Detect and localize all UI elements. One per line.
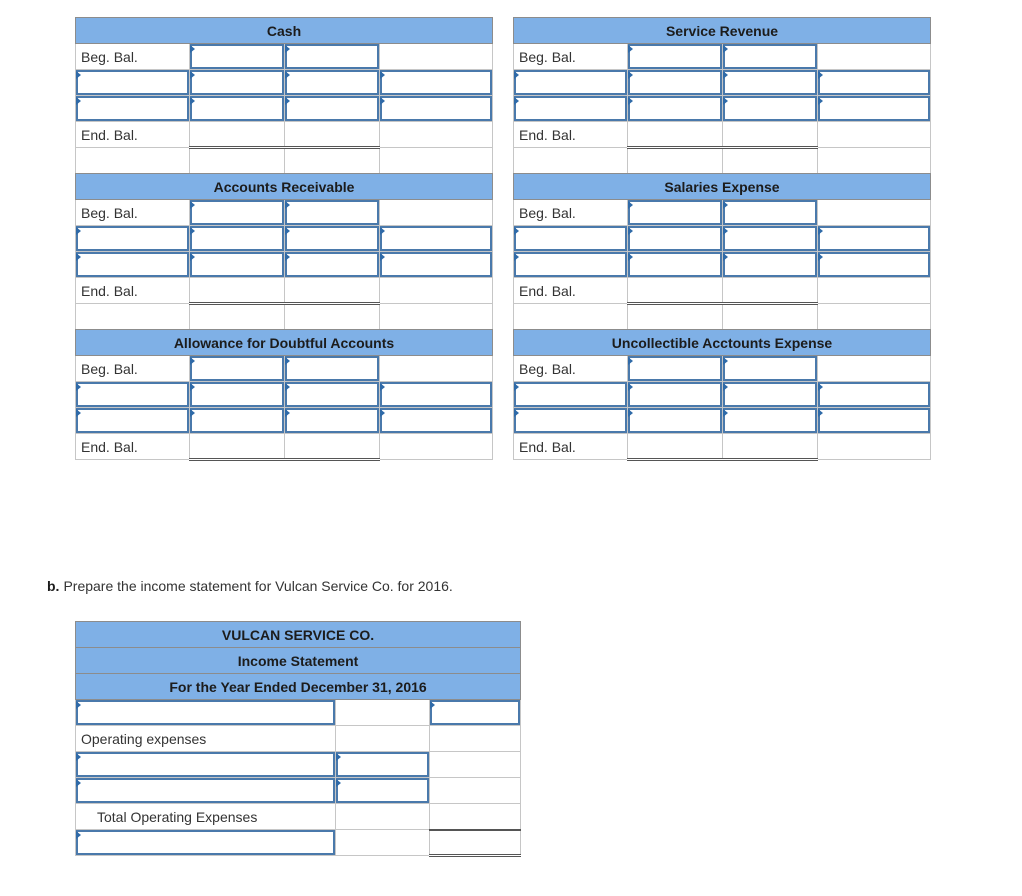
input-marker-icon bbox=[723, 71, 728, 79]
debit-input[interactable] bbox=[628, 408, 723, 434]
input-marker-icon bbox=[628, 253, 633, 261]
account-select[interactable] bbox=[76, 96, 190, 122]
input-marker-icon bbox=[76, 701, 81, 709]
input-marker-icon bbox=[818, 71, 823, 79]
input-marker-icon bbox=[514, 253, 519, 261]
end-debit-cell bbox=[190, 278, 285, 304]
t-account-title: Salaries Expense bbox=[514, 174, 931, 200]
account-select[interactable] bbox=[76, 226, 190, 252]
account-select[interactable] bbox=[380, 70, 493, 96]
credit-input[interactable] bbox=[723, 96, 818, 122]
credit-input[interactable] bbox=[285, 200, 380, 226]
debit-input[interactable] bbox=[190, 226, 285, 252]
input-marker-icon bbox=[628, 383, 633, 391]
input-marker-icon bbox=[380, 97, 385, 105]
input-marker-icon bbox=[514, 71, 519, 79]
input-marker-icon bbox=[380, 227, 385, 235]
debit-input[interactable] bbox=[628, 96, 723, 122]
credit-input[interactable] bbox=[285, 408, 380, 434]
input-marker-icon bbox=[76, 71, 81, 79]
account-select[interactable] bbox=[380, 226, 493, 252]
beg-bal-label: Beg. Bal. bbox=[76, 44, 190, 70]
blank-cell bbox=[818, 278, 931, 304]
blank-cell bbox=[818, 200, 931, 226]
debit-input[interactable] bbox=[628, 356, 723, 382]
blank-cell bbox=[628, 304, 723, 330]
input-marker-icon bbox=[380, 383, 385, 391]
input-marker-icon bbox=[628, 201, 633, 209]
t-account-title: Accounts Receivable bbox=[76, 174, 493, 200]
blank-cell bbox=[285, 304, 380, 330]
debit-input[interactable] bbox=[190, 96, 285, 122]
end-bal-label: End. Bal. bbox=[76, 434, 190, 460]
t-account-accounts-receivable bbox=[75, 173, 493, 330]
blank-cell bbox=[336, 700, 430, 726]
input-marker-icon bbox=[76, 779, 81, 787]
credit-input[interactable] bbox=[723, 226, 818, 252]
input-marker-icon bbox=[285, 97, 290, 105]
blank-cell bbox=[380, 200, 493, 226]
end-credit-cell bbox=[723, 434, 818, 460]
beg-bal-label: Beg. Bal. bbox=[514, 356, 628, 382]
blank-cell bbox=[723, 148, 818, 174]
input-marker-icon bbox=[514, 409, 519, 417]
input-marker-icon bbox=[723, 227, 728, 235]
debit-input[interactable] bbox=[628, 70, 723, 96]
input-marker-icon bbox=[285, 227, 290, 235]
t-account-service-revenue bbox=[513, 17, 931, 174]
input-marker-icon bbox=[190, 409, 195, 417]
statement-title: Income Statement bbox=[76, 648, 521, 674]
expense-amount-input[interactable] bbox=[336, 752, 430, 778]
account-select[interactable] bbox=[818, 226, 931, 252]
blank-cell bbox=[380, 434, 493, 460]
revenue-account-select[interactable] bbox=[76, 700, 336, 726]
debit-input[interactable] bbox=[190, 408, 285, 434]
debit-input[interactable] bbox=[628, 252, 723, 278]
blank-cell bbox=[380, 148, 493, 174]
input-marker-icon bbox=[723, 253, 728, 261]
t-account-uncollectible-expense bbox=[513, 329, 931, 461]
end-debit-cell bbox=[628, 122, 723, 148]
input-marker-icon bbox=[430, 701, 435, 709]
blank-cell bbox=[190, 304, 285, 330]
end-credit-cell bbox=[723, 122, 818, 148]
debit-input[interactable] bbox=[190, 382, 285, 408]
blank-cell bbox=[380, 278, 493, 304]
end-credit-cell bbox=[285, 122, 380, 148]
input-marker-icon bbox=[723, 357, 728, 365]
input-marker-icon bbox=[190, 97, 195, 105]
input-marker-icon bbox=[285, 45, 290, 53]
input-marker-icon bbox=[723, 45, 728, 53]
t-account-title: Cash bbox=[76, 18, 493, 44]
account-select[interactable] bbox=[380, 382, 493, 408]
input-marker-icon bbox=[818, 97, 823, 105]
end-bal-label: End. Bal. bbox=[514, 434, 628, 460]
input-marker-icon bbox=[723, 409, 728, 417]
input-marker-icon bbox=[336, 779, 341, 787]
debit-input[interactable] bbox=[628, 44, 723, 70]
credit-input[interactable] bbox=[723, 200, 818, 226]
blank-cell bbox=[818, 44, 931, 70]
account-select[interactable] bbox=[818, 70, 931, 96]
end-bal-label: End. Bal. bbox=[514, 278, 628, 304]
input-marker-icon bbox=[285, 357, 290, 365]
debit-input[interactable] bbox=[190, 356, 285, 382]
blank-cell bbox=[190, 148, 285, 174]
blank-cell bbox=[380, 122, 493, 148]
t-account-cash bbox=[75, 17, 493, 174]
credit-input[interactable] bbox=[285, 96, 380, 122]
credit-input[interactable] bbox=[723, 408, 818, 434]
blank-cell bbox=[818, 434, 931, 460]
blank-cell bbox=[514, 148, 628, 174]
part-letter: b. bbox=[47, 578, 60, 594]
end-debit-cell bbox=[190, 122, 285, 148]
input-marker-icon bbox=[723, 201, 728, 209]
net-income-amount-cell bbox=[430, 830, 521, 856]
input-marker-icon bbox=[628, 45, 633, 53]
input-marker-icon bbox=[190, 227, 195, 235]
input-marker-icon bbox=[380, 71, 385, 79]
input-marker-icon bbox=[723, 97, 728, 105]
end-debit-cell bbox=[628, 278, 723, 304]
expense-account-select[interactable] bbox=[76, 752, 336, 778]
input-marker-icon bbox=[285, 409, 290, 417]
beg-bal-label: Beg. Bal. bbox=[514, 44, 628, 70]
income-statement bbox=[75, 621, 521, 857]
input-marker-icon bbox=[285, 201, 290, 209]
account-select[interactable] bbox=[76, 408, 190, 434]
debit-input[interactable] bbox=[190, 44, 285, 70]
blank-cell bbox=[430, 726, 521, 752]
instruction-text: Prepare the income statement for Vulcan Service Co. for 2016. bbox=[63, 578, 453, 594]
operating-expenses-label: Operating expenses bbox=[76, 726, 336, 752]
input-marker-icon bbox=[190, 71, 195, 79]
blank-cell bbox=[380, 304, 493, 330]
account-select[interactable] bbox=[818, 252, 931, 278]
blank-cell bbox=[430, 778, 521, 804]
input-marker-icon bbox=[723, 383, 728, 391]
credit-input[interactable] bbox=[723, 356, 818, 382]
account-select[interactable] bbox=[380, 408, 493, 434]
end-bal-label: End. Bal. bbox=[76, 122, 190, 148]
end-debit-cell bbox=[628, 434, 723, 460]
statement-period: For the Year Ended December 31, 2016 bbox=[76, 674, 521, 700]
part-b-instruction bbox=[47, 578, 453, 594]
debit-input[interactable] bbox=[628, 226, 723, 252]
input-marker-icon bbox=[190, 201, 195, 209]
input-marker-icon bbox=[190, 357, 195, 365]
end-credit-cell bbox=[285, 434, 380, 460]
debit-input[interactable] bbox=[190, 200, 285, 226]
input-marker-icon bbox=[514, 383, 519, 391]
blank-cell bbox=[514, 304, 628, 330]
blank-cell bbox=[285, 148, 380, 174]
input-marker-icon bbox=[514, 97, 519, 105]
company-name: VULCAN SERVICE CO. bbox=[76, 622, 521, 648]
account-select[interactable] bbox=[514, 96, 628, 122]
net-income-label-select[interactable] bbox=[76, 830, 336, 856]
blank-cell bbox=[380, 356, 493, 382]
input-marker-icon bbox=[628, 409, 633, 417]
total-operating-expenses-label: Total Operating Expenses bbox=[76, 804, 336, 830]
blank-cell bbox=[818, 148, 931, 174]
t-account-title: Uncollectible Acctounts Expense bbox=[514, 330, 931, 356]
credit-input[interactable] bbox=[723, 44, 818, 70]
credit-input[interactable] bbox=[285, 356, 380, 382]
account-select[interactable] bbox=[514, 408, 628, 434]
credit-input[interactable] bbox=[723, 252, 818, 278]
end-credit-cell bbox=[723, 278, 818, 304]
credit-input[interactable] bbox=[723, 382, 818, 408]
input-marker-icon bbox=[336, 753, 341, 761]
input-marker-icon bbox=[285, 71, 290, 79]
input-marker-icon bbox=[380, 253, 385, 261]
input-marker-icon bbox=[190, 45, 195, 53]
beg-bal-label: Beg. Bal. bbox=[514, 200, 628, 226]
blank-cell bbox=[723, 304, 818, 330]
blank-cell bbox=[76, 148, 190, 174]
input-marker-icon bbox=[190, 253, 195, 261]
debit-input[interactable] bbox=[190, 70, 285, 96]
debit-input[interactable] bbox=[628, 382, 723, 408]
blank-cell bbox=[628, 148, 723, 174]
t-account-title: Service Revenue bbox=[514, 18, 931, 44]
credit-input[interactable] bbox=[723, 70, 818, 96]
debit-input[interactable] bbox=[190, 252, 285, 278]
account-select[interactable] bbox=[818, 96, 931, 122]
input-marker-icon bbox=[514, 227, 519, 235]
blank-cell bbox=[380, 44, 493, 70]
input-marker-icon bbox=[818, 227, 823, 235]
end-debit-cell bbox=[190, 434, 285, 460]
blank-cell bbox=[818, 122, 931, 148]
total-expenses-cell bbox=[430, 804, 521, 830]
input-marker-icon bbox=[818, 383, 823, 391]
blank-cell bbox=[430, 752, 521, 778]
credit-input[interactable] bbox=[285, 226, 380, 252]
expense-account-select[interactable] bbox=[76, 778, 336, 804]
account-select[interactable] bbox=[818, 382, 931, 408]
beg-bal-label: Beg. Bal. bbox=[76, 356, 190, 382]
beg-bal-label: Beg. Bal. bbox=[76, 200, 190, 226]
blank-cell bbox=[818, 356, 931, 382]
input-marker-icon bbox=[76, 409, 81, 417]
account-select[interactable] bbox=[380, 252, 493, 278]
account-select[interactable] bbox=[76, 252, 190, 278]
t-account-salaries-expense bbox=[513, 173, 931, 330]
input-marker-icon bbox=[380, 409, 385, 417]
credit-input[interactable] bbox=[285, 382, 380, 408]
blank-cell bbox=[336, 830, 430, 856]
end-bal-label: End. Bal. bbox=[514, 122, 628, 148]
expense-amount-input[interactable] bbox=[336, 778, 430, 804]
t-account-allowance bbox=[75, 329, 493, 461]
input-marker-icon bbox=[818, 253, 823, 261]
account-select[interactable] bbox=[76, 70, 190, 96]
input-marker-icon bbox=[76, 383, 81, 391]
input-marker-icon bbox=[190, 383, 195, 391]
input-marker-icon bbox=[628, 71, 633, 79]
input-marker-icon bbox=[285, 253, 290, 261]
input-marker-icon bbox=[76, 831, 81, 839]
credit-input[interactable] bbox=[285, 252, 380, 278]
input-marker-icon bbox=[76, 753, 81, 761]
account-select[interactable] bbox=[380, 96, 493, 122]
account-select[interactable] bbox=[514, 70, 628, 96]
end-credit-cell bbox=[285, 278, 380, 304]
blank-cell bbox=[336, 726, 430, 752]
account-select[interactable] bbox=[76, 382, 190, 408]
input-marker-icon bbox=[76, 253, 81, 261]
input-marker-icon bbox=[628, 97, 633, 105]
account-select[interactable] bbox=[514, 382, 628, 408]
blank-cell bbox=[76, 304, 190, 330]
end-bal-label: End. Bal. bbox=[76, 278, 190, 304]
blank-cell bbox=[336, 804, 430, 830]
credit-input[interactable] bbox=[285, 44, 380, 70]
input-marker-icon bbox=[628, 227, 633, 235]
input-marker-icon bbox=[76, 227, 81, 235]
blank-cell bbox=[818, 304, 931, 330]
debit-input[interactable] bbox=[628, 200, 723, 226]
account-select[interactable] bbox=[514, 252, 628, 278]
account-select[interactable] bbox=[514, 226, 628, 252]
credit-input[interactable] bbox=[285, 70, 380, 96]
t-account-title: Allowance for Doubtful Accounts bbox=[76, 330, 493, 356]
input-marker-icon bbox=[818, 409, 823, 417]
input-marker-icon bbox=[285, 383, 290, 391]
input-marker-icon bbox=[76, 97, 81, 105]
revenue-amount-input[interactable] bbox=[430, 700, 521, 726]
input-marker-icon bbox=[628, 357, 633, 365]
account-select[interactable] bbox=[818, 408, 931, 434]
